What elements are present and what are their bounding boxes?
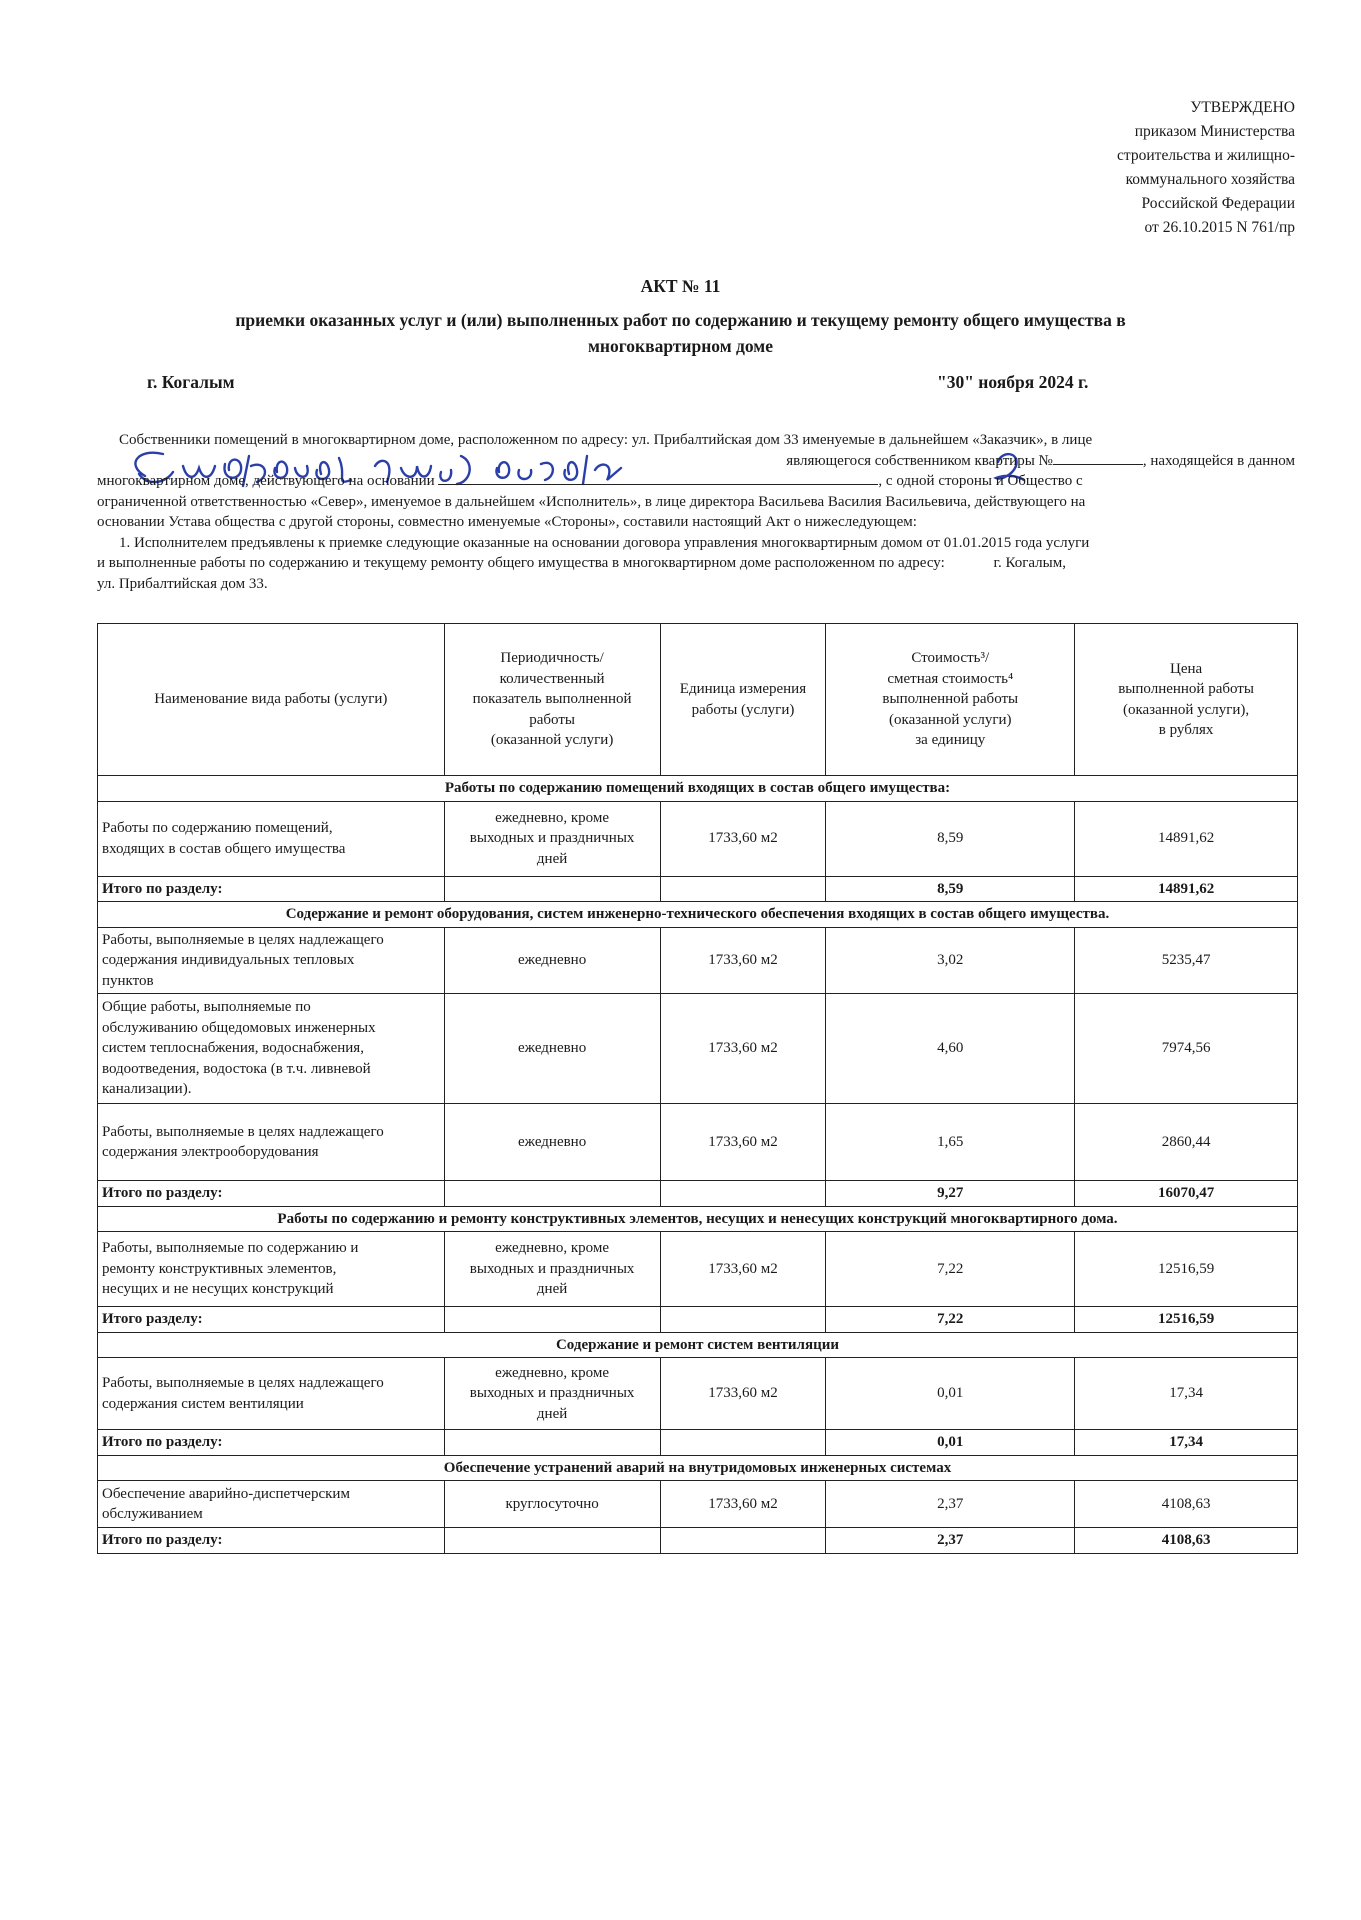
total-label: Итого по разделу: [98,1528,445,1554]
services-table [97,623,1298,1554]
section-total-row [98,1307,1298,1333]
intro-line: основании Устава общества с другой стороны, совместно именуемые «Стороны», составили настоящий Акт о нижеследующем: [97,514,917,530]
cell-name: Общие работы, выполняемые по обслуживанию общедомовых инженерных систем теплоснабжения, водоснабжения, водоотведения, водостока (в т.ч. ливневой канализации). [98,994,445,1104]
approval-block [1117,96,1295,240]
section-title: Содержание и ремонт систем вентиляции [98,1332,1298,1358]
section-title-row [98,776,1298,802]
header-name: Наименование вида работы (услуги) [98,624,445,776]
cell-period: ежедневно, кроме выходных и праздничных дней [444,801,660,876]
section-title-row [98,1206,1298,1232]
cell-unit: 1733,60 м2 [660,1358,826,1430]
cell-name: Работы, выполняемые в целях надлежащего содержания систем вентиляции [98,1358,445,1430]
section-title-row [98,1455,1298,1481]
table-row [98,801,1298,876]
cell-cost: 2,37 [826,1481,1075,1528]
cell-name: Работы, выполняемые в целях надлежащего содержания электрооборудования [98,1104,445,1181]
total-cost: 2,37 [826,1528,1075,1554]
cell-name: Работы, выполняемые по содержанию и ремонту конструктивных элементов, несущих и не несущих конструкций [98,1232,445,1307]
section-title: Работы по содержанию и ремонту конструктивных элементов, несущих и ненесущих конструкций многоквартирного дома. [98,1206,1298,1232]
header-cost: Стоимость³/ сметная стоимость⁴ выполненной работы (оказанной услуги) за единицу [826,624,1075,776]
approval-line: приказом Министерства [1134,123,1295,140]
total-price: 16070,47 [1075,1181,1298,1207]
cell-unit: 1733,60 м2 [660,1104,826,1181]
total-price: 14891,62 [1075,876,1298,902]
table-row [98,1481,1298,1528]
total-empty [444,1307,660,1333]
section-total-row [98,1528,1298,1554]
cell-price: 17,34 [1075,1358,1298,1430]
section-total-row [98,1430,1298,1456]
total-empty [444,876,660,902]
cell-period: ежедневно, кроме выходных и праздничных дней [444,1358,660,1430]
act-subtitle-line2: многоквартирном доме [588,336,773,356]
cell-unit: 1733,60 м2 [660,1481,826,1528]
cell-period: ежедневно, кроме выходных и праздничных дней [444,1232,660,1307]
act-subtitle-line1: приемки оказанных услуг и (или) выполненных работ по содержанию и текущему ремонту общего имущества в [235,310,1126,330]
total-empty [660,1181,826,1207]
cell-price: 12516,59 [1075,1232,1298,1307]
header-unit: Единица измерения работы (услуги) [660,624,826,776]
cell-price: 14891,62 [1075,801,1298,876]
approval-line: от 26.10.2015 N 761/пр [1144,219,1295,236]
intro-line: и выполненные работы по содержанию и текущему ремонту общего имущества в многоквартирном доме расположенном по адресу: г. Когалым, [97,555,1066,571]
cell-price: 7974,56 [1075,994,1298,1104]
cell-unit: 1733,60 м2 [660,801,826,876]
cell-cost: 8,59 [826,801,1075,876]
cell-cost: 0,01 [826,1358,1075,1430]
act-city: г. Когалым [147,372,235,392]
intro-line: 1. Исполнителем предъявлены к приемке следующие оказанные на основании договора управления многоквартирным домом от 01.01.2015 года услуги [119,534,1090,551]
approval-line: Российской Федерации [1141,195,1295,212]
approval-line: коммунального хозяйства [1125,171,1295,188]
cell-name: Работы, выполняемые в целях надлежащего содержания индивидуальных тепловых пунктов [98,927,445,994]
total-label: Итого разделу: [98,1307,445,1333]
section-total-row [98,876,1298,902]
cell-unit: 1733,60 м2 [660,927,826,994]
table-row [98,1358,1298,1430]
cell-unit: 1733,60 м2 [660,994,826,1104]
section-title: Обеспечение устранений аварий на внутридомовых инженерных системах [98,1455,1298,1481]
total-empty [660,1430,826,1456]
total-empty [660,1307,826,1333]
intro-paragraph [97,430,1295,594]
table-row [98,927,1298,994]
header-period: Периодичность/ количественный показатель выполненной работы (оказанной услуги) [444,624,660,776]
total-price: 4108,63 [1075,1528,1298,1554]
cell-period: ежедневно [444,927,660,994]
total-price: 17,34 [1075,1430,1298,1456]
cell-name: Работы по содержанию помещений, входящих в состав общего имущества [98,801,445,876]
total-cost: 0,01 [826,1430,1075,1456]
total-empty [660,876,826,902]
intro-line: ул. Прибалтийская дом 33. [97,575,268,592]
section-total-row [98,1181,1298,1207]
total-cost: 7,22 [826,1307,1075,1333]
cell-name: Обеспечение аварийно-диспетчерским обслуживанием [98,1481,445,1528]
cell-cost: 1,65 [826,1104,1075,1181]
cell-period: круглосуточно [444,1481,660,1528]
cell-unit: 1733,60 м2 [660,1232,826,1307]
total-price: 12516,59 [1075,1307,1298,1333]
total-label: Итого по разделу: [98,1430,445,1456]
intro-line: являющегося собственником квартиры № , находящейся в данном [786,452,1295,469]
cell-period: ежедневно [444,994,660,1104]
table-row [98,1232,1298,1307]
cell-cost: 3,02 [826,927,1075,994]
table-row [98,1104,1298,1181]
cell-period: ежедневно [444,1104,660,1181]
section-title: Работы по содержанию помещений входящих в состав общего имущества: [98,776,1298,802]
header-price: Цена выполненной работы (оказанной услуги), в рублях [1075,624,1298,776]
total-label: Итого по разделу: [98,876,445,902]
section-title: Содержание и ремонт оборудования, систем инженерно-технического обеспечения входящих в состав общего имущества. [98,902,1298,928]
cell-price: 4108,63 [1075,1481,1298,1528]
services-table-body [98,624,1298,1554]
approval-line: строительства и жилищно- [1117,147,1295,164]
cell-cost: 7,22 [826,1232,1075,1307]
total-empty [444,1528,660,1554]
total-cost: 8,59 [826,876,1075,902]
intro-line: ограниченной ответственностью «Север», именуемое в дальнейшем «Исполнитель», в лице директора Васильева Василия Васильевича, действующего на [97,493,1086,510]
total-cost: 9,27 [826,1181,1075,1207]
total-empty [444,1181,660,1207]
section-title-row [98,1332,1298,1358]
cell-price: 2860,44 [1075,1104,1298,1181]
act-title: АКТ № 11 [640,276,721,296]
table-header-row [98,624,1298,776]
total-empty [660,1528,826,1554]
intro-line: многоквартирном доме, действующего на основании , с одной стороны и Общество с [97,473,1083,489]
act-date: "30" ноября 2024 г. [937,372,1089,392]
section-title-row [98,902,1298,928]
cell-cost: 4,60 [826,994,1075,1104]
intro-line: Собственники помещений в многоквартирном доме, расположенном по адресу: ул. Прибалтийская дом 33 именуемые в дальнейшем «Заказчик», в лице [119,432,1093,448]
cell-price: 5235,47 [1075,927,1298,994]
approval-line: УТВЕРЖДЕНО [1190,99,1295,116]
total-empty [444,1430,660,1456]
total-label: Итого по разделу: [98,1181,445,1207]
table-row [98,994,1298,1104]
